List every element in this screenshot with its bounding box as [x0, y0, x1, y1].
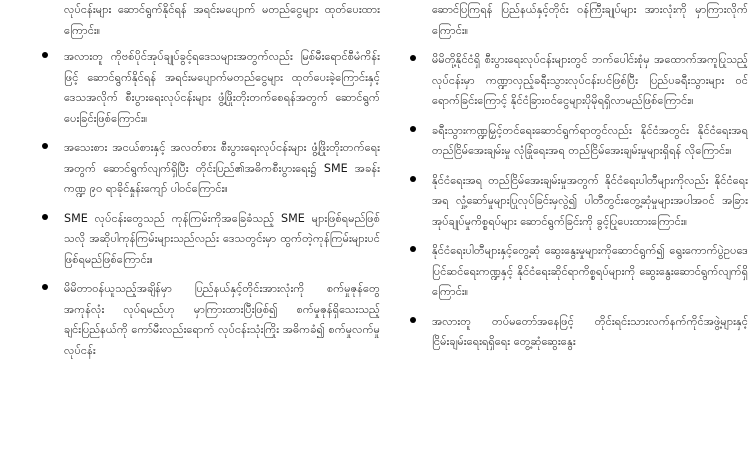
paragraph-continuation: လုပ်ငန်းများ ဆောင်ရွက်နိုင်ရန် အရင်းမပျောက် မတည်ငွေများ ထုတ်ပေးထားကြောင်း။	[64, 3, 380, 37]
left-column	[64, 0, 380, 361]
bullet-text: နိုင်ငံရေးပါတီများနှင့်တွေ့ဆုံ ဆွေးနွေးမှုများကိုဆောင်ရွက်၍ ရွေးကောက်ပွဲဥပဒေပြင်ဆင်ရေးကဏ္ဍနှင့် နိုင်ငံရေးဆိုင်ရာကိစ္စရပ်များကို ဆွေးနွေးဆောင်ရွက်လျက်ရှိကြောင်း။	[432, 244, 748, 298]
bullet-icon	[42, 284, 48, 290]
bullet-text: ခရီးသွားကဏ္ဍမြှင့်တင်ရေးဆောင်ရွက်ရာတွင်လည်း နိုင်ငံအတွင်း နိုင်ငံရေးအရ တည်ငြိမ်အေးချမ်းမှု လုံခြုံရေးအရ တည်ငြိမ်အေးချမ်းမှုများရှိရန် လိုကြောင်း။	[432, 123, 748, 157]
bullet-item	[64, 138, 380, 200]
bullet-icon	[42, 143, 48, 149]
bullet-icon	[410, 55, 416, 61]
bullet-item	[432, 50, 748, 112]
bullet-item	[432, 312, 748, 353]
bullet-text: မိမိတာဝန်ယူသည့်အချိန်မှာ ပြည်နယ်နှင့်တိုင်းအားလုံးကို စက်မှုဇုန်တွေ အကုန်လုံး လုပ်ရမည်ဟု မှာကြားထားပြီးဖြစ်၍ စက်မှုဇုန်ရှိသေးသည့် ချင်းပြည်နယ်ကို ကော်မီးလည်းရောက် လုပ်ငန်းသုံးကြိုး အဓိကခံ၍ စက်မှုလက်မှုလုပ်ငန်း	[64, 282, 380, 357]
bullet-item	[432, 171, 748, 233]
bullet-text: SME လုပ်ငန်းတွေသည် ကုန်ကြမ်းကိုအခြေခံသည့် SME များဖြစ်ရမည်ဖြစ်သလို အဆိုပါကုန်ကြမ်းများသည်လည်း ဒေသတွင်းမှာ ထွက်တဲ့ကုန်ကြမ်းများပင် ဖြစ်ရမည်ဖြစ်ကြောင်း။	[64, 211, 380, 266]
bullet-icon	[410, 126, 416, 132]
bullet-text: နိုင်ငံရေးအရ တည်ငြိမ်အေးချမ်းမှုအတွက် နိုင်ငံရေးပါတီများကိုလည်း နိုင်ငံရေးအရ လှုံ့ဆော်မှုများပြုလုပ်ခြင်းမှလွဲ၍ ပါတီတွင်းတွေ့ဆုံမှုများအပါအဝင် အခြားအုပ်ချုပ်မှုကိစ္စရပ်များ ဆောင်ရွက်ခြင်းကို ခွင့်ပြုပေးထားကြောင်း။	[432, 173, 748, 228]
paragraph-continuation: ဆောင်ပြကြရန် ပြည်နယ်နှင့်တိုင်း ဝန်ကြီးချုပ်များ အားလုံးကို မှာကြားလိုက်ကြောင်း။	[432, 3, 748, 37]
bullet-item	[432, 241, 748, 303]
bullet-item	[64, 209, 380, 271]
bullet-item	[432, 121, 748, 162]
bullet-text: အလားတူ ကိုဗစ်ပိုင်အုပ်ချုပ်ခွင့်ရဒေသများအတွက်လည်း မြစ်မီးရောင်စီမံကိန်းဖြင့် ဆောင်ရွက်နိုင်ရန် အရင်းမပျောက်မတည်ငွေများ ထုတ်ပေးခဲ့ကြောင်းနှင့် ဒေသအလိုက် စီးပွားရေးလုပ်ငန်းများ ဖွံ့ဖြိုးတိုးတက်စေရန်အတွက် ဆောင်ရွက်ပေးခြင်းဖြစ်ကြောင်း။	[64, 50, 380, 125]
bullet-icon	[410, 246, 416, 252]
bullet-icon	[410, 176, 416, 182]
right-column	[432, 0, 748, 353]
bullet-icon	[42, 214, 48, 220]
bullet-text: အသေးစား အငယ်စားနှင့် အလတ်စား စီးပွားရေးလုပ်ငန်းများ ဖွံ့ဖြိုးတိုးတက်ရေးအတွက် ဆောင်ရွက်လျက်ရှိပြီး တိုင်းပြည်၏အဓိကစီးပွားရေး၌ SME အခန်းကဏ္ဍ ၉၀ ရာခိုင်နှုန်းကျော် ပါဝင်ကြောင်း။	[64, 141, 380, 195]
bullet-icon	[410, 317, 416, 323]
bullet-item	[64, 47, 380, 129]
bullet-text: မိမိတို့နိုင်ငံရှိ စီးပွားရေးလုပ်ငန်းများတွင် ဘက်ပေါင်းစုံမှ အထောက်အကူပြုသည့်လုပ်ငန်းမှာ ကဏ္ဍာလှည့်ခရီးသွားလုပ်ငန်းပင်ဖြစ်ပြီး ပြည်ပခရီးသွားများ ဝင်ရောက်ခြင်းကြောင့် နိုင်ငံခြားဝင်ငွေများပိုမိုရရှိလာမည်ဖြစ်ကြောင်း။	[432, 53, 748, 107]
bullet-text: အလားတူ တပ်မတော်အနေဖြင့် တိုင်းရင်းသားလက်နက်ကိုင်အဖွဲ့များနှင့် ငြိမ်းချမ်းရေးရရှိရေး တွေ့ဆုံဆွေးနွေး	[432, 314, 748, 348]
bullet-item	[64, 279, 380, 361]
bullet-icon	[42, 52, 48, 58]
